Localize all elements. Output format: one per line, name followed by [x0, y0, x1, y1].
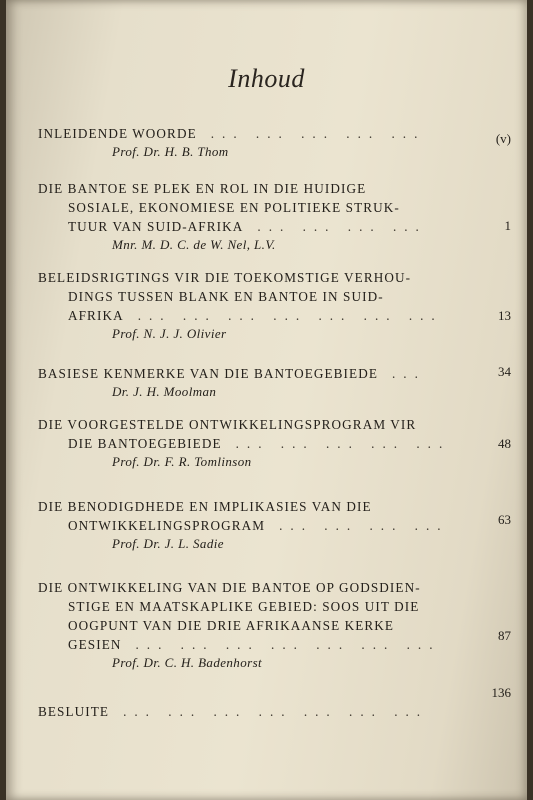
toc-entry-benodigdhede [38, 497, 498, 553]
dot-leaders: ... ... ... ... ... ... ... [123, 704, 429, 719]
dot-leaders: ... ... ... ... ... ... ... [135, 637, 441, 652]
entry-author: Prof. Dr. J. L. Sadie [112, 536, 224, 551]
entry-title-line: SOSIALE, EKONOMIESE EN POLITIEKE STRUK- [68, 200, 400, 215]
entry-title-line: ONTWIKKELINGSPROGRAM ... ... ... ... [68, 518, 449, 533]
entry-title-line: BASIESE KENMERKE VAN DIE BANTOEGEBIEDE ... [38, 366, 426, 381]
entry-author: Dr. J. H. Moolman [112, 384, 217, 399]
toc-entry-inleidende-woorde [38, 124, 498, 161]
dot-leaders: ... ... ... ... [279, 518, 449, 533]
entry-title-line: DIE VOORGESTELDE ONTWIKKELINGSPROGRAM VIR [38, 417, 417, 432]
entry-title-line: TUUR VAN SUID-AFRIKA ... ... ... ... [68, 219, 427, 234]
dot-leaders: ... ... ... ... ... [210, 126, 426, 141]
dot-leaders: ... ... ... ... ... [235, 436, 451, 451]
toc-entry-voorgestelde-ontwikkelingsprogram [38, 415, 498, 471]
dot-leaders: ... [391, 366, 426, 381]
entry-title-line: DIE BANTOEGEBIEDE ... ... ... ... ... [68, 436, 451, 451]
entry-title-line: DINGS TUSSEN BLANK EN BANTOE IN SUID- [68, 289, 384, 304]
entry-title-line: OOGPUNT VAN DIE DRIE AFRIKAANSE KERKE [68, 618, 395, 633]
entry-author: Prof. Dr. F. R. Tomlinson [112, 454, 252, 469]
page-title: Inhoud [228, 64, 305, 93]
entry-page-number: 87 [498, 628, 511, 643]
entry-title-line: BELEIDSRIGTINGS VIR DIE TOEKOMSTIGE VERHOU- [38, 270, 412, 285]
entry-page-number: 136 [491, 685, 511, 700]
entry-title-line: DIE BANTOE SE PLEK EN ROL IN DIE HUIDIGE [38, 181, 367, 196]
dot-leaders: ... ... ... ... ... ... ... [137, 308, 443, 323]
toc-entry-ontwikkeling-godsdienstige [38, 578, 498, 672]
entry-author: Prof. Dr. C. H. Badenhorst [112, 655, 263, 670]
entry-page-number: 48 [498, 436, 511, 451]
entry-title-line: INLEIDENDE WOORDE ... ... ... ... ... [38, 126, 426, 141]
toc-entry-beleidsrigtings [38, 268, 498, 343]
entry-author: Prof. N. J. J. Olivier [112, 326, 227, 341]
entry-title-line: BESLUITE ... ... ... ... ... ... ... [38, 704, 429, 719]
entry-page-number: 13 [498, 308, 511, 323]
entry-title-line: DIE BENODIGDHEDE EN IMPLIKASIES VAN DIE [38, 499, 372, 514]
entry-author: Mnr. M. D. C. de W. Nel, L.V. [112, 237, 276, 252]
toc-entry-besluite [38, 702, 498, 721]
entry-title-line: STIGE EN MAATSKAPLIKE GEBIED: SOOS UIT DIE [68, 599, 420, 614]
entry-page-number: 34 [498, 364, 511, 379]
toc-entry-bantoe-plek [38, 179, 498, 254]
entry-title-line: GESIEN ... ... ... ... ... ... ... [68, 637, 441, 652]
entry-page-number: 63 [498, 512, 511, 527]
entry-title-line: AFRIKA ... ... ... ... ... ... ... [68, 308, 443, 323]
dot-leaders: ... ... ... ... [257, 219, 427, 234]
entry-author: Prof. Dr. H. B. Thom [112, 144, 229, 159]
entry-title-line: DIE ONTWIKKELING VAN DIE BANTOE OP GODSDIEN- [38, 580, 421, 595]
entry-page-number: (v) [495, 131, 511, 146]
entry-page-number: 1 [504, 218, 511, 233]
toc-entry-basiese-kenmerke [38, 364, 498, 401]
